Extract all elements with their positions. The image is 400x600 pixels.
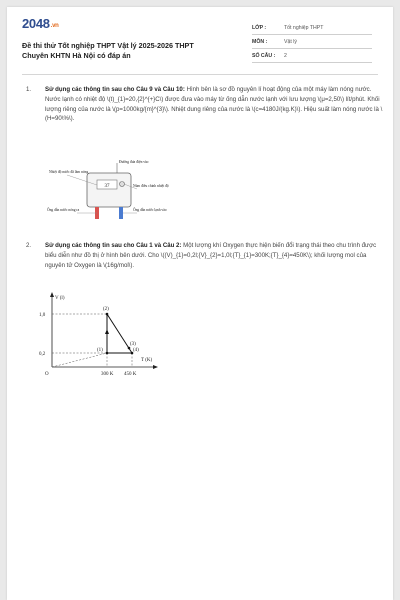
- knob-icon: [120, 182, 125, 187]
- x-axis-label: T (K): [141, 358, 153, 363]
- y-axis-arrow-icon: [50, 292, 54, 297]
- point-1: [106, 352, 109, 355]
- meta-row-subject: [252, 35, 372, 49]
- question-body: Hình bên là sơ đồ nguyên lí hoạt động của một máy làm nóng nước. Nước lạnh có nhiệt độ \(t)_{1}=20,{2}^{+}C\) được đưa vào máy từ ống dẫn nước lạnh với lưu lượng \(μ=2,50\) lít/phút. Khối lượng riêng của nước là \(p=1000kg/{m}^{3}\). Nhiệt dung riêng của nước là \(c=4180J/(kg.K)\). Hiệu suất làm nóng nước là \(H=90\%\).: [45, 86, 383, 123]
- question-lead: Sử dụng các thông tin sau cho Câu 1 và Câu 2:: [45, 242, 182, 249]
- arrow-icon: [105, 329, 109, 334]
- question-number: 2.: [26, 242, 32, 249]
- meta-row-count: [252, 49, 372, 63]
- exam-page: [7, 7, 393, 600]
- exam-title: [22, 41, 232, 60]
- meta-key: SỐ CÂU :: [252, 52, 276, 59]
- label-knob: Núm điều chỉnh nhiệt độ: [133, 184, 169, 188]
- label-cold-pipe: Ống dẫn nước lạnh vào: [133, 208, 167, 212]
- guide-origin: [52, 353, 107, 367]
- question-text: [45, 241, 383, 270]
- meta-value: Tốt nghiệp THPT: [284, 24, 324, 31]
- cold-pipe: [119, 207, 123, 219]
- question-body: Một lượng khí Oxygen thực hiện biến đổi trạng thái theo chu trình được biểu diễn như đồ thị ở hình bên dưới. Cho \((V)_{1}=0,2l;{V}_{2}=1,0l;{T}_{1}=300K;{T}_{4}=450K\); khối lượng mol của nguyên tử Oxygen là \(16g/mol\).: [45, 242, 377, 269]
- origin-label: O: [45, 372, 49, 377]
- y-tick-1: 1,0: [39, 313, 46, 318]
- meta-key: LỚP :: [252, 24, 267, 31]
- point-3: [128, 347, 131, 350]
- meta-key: MÔN :: [252, 38, 268, 45]
- point-4-label: (4): [133, 348, 139, 353]
- meta-row-class: [252, 21, 372, 35]
- meta-value: Vật lý: [284, 38, 297, 45]
- question-lead: Sử dụng các thông tin sau cho Câu 9 và Câu 10:: [45, 86, 185, 93]
- question-text: [45, 85, 383, 124]
- vt-cycle-graph: [37, 289, 167, 379]
- exam-meta-table: [252, 21, 372, 63]
- display-value: 37: [104, 184, 110, 189]
- label-power: Đường đưa điện vào: [119, 160, 149, 164]
- point-2-label: (2): [103, 307, 109, 312]
- point-1-label: (1): [97, 348, 103, 353]
- exam-title-line1: Đề thi thử Tốt nghiệp THPT Vật lý 2025-2026 THPT: [22, 41, 194, 50]
- water-heater-figure: [37, 157, 187, 223]
- x-tick-1: 300 K: [101, 372, 114, 377]
- label-hot-pipe: Ống dẫn nước nóng ra: [47, 208, 80, 212]
- label-temp: Nhiệt độ nước đã làm nóng: [49, 170, 89, 174]
- heater-body: [87, 173, 131, 207]
- y-axis-label: V (l): [55, 296, 65, 301]
- y-tick-2: 0,2: [39, 352, 46, 357]
- point-3-label: (3): [130, 342, 136, 347]
- exam-title-line2: Chuyên KHTN Hà Nội có đáp án: [22, 50, 131, 60]
- question-number: 1.: [26, 86, 32, 93]
- point-2: [106, 313, 109, 316]
- meta-value: 2: [284, 52, 287, 59]
- x-tick-2: 450 K: [124, 372, 137, 377]
- site-logo[interactable]: 2048.vn: [22, 16, 59, 31]
- x-axis-arrow-icon: [153, 365, 158, 369]
- header-divider: [22, 74, 378, 75]
